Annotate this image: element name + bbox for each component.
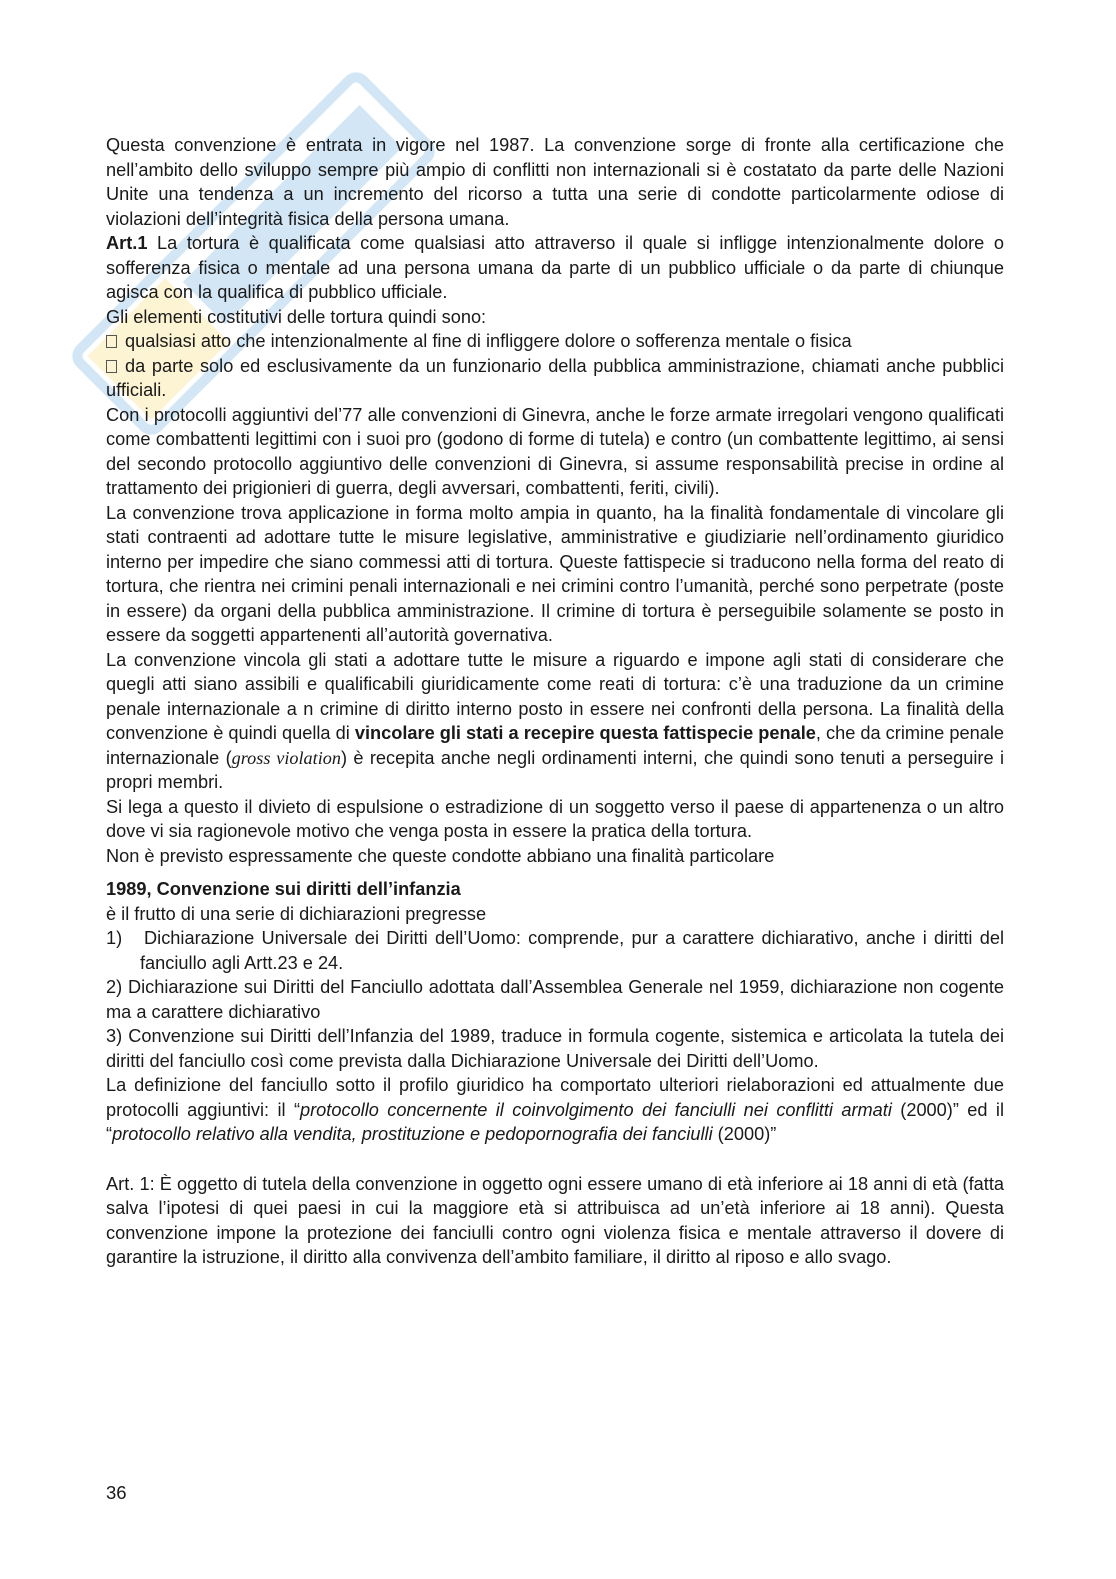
paragraph-espulsione: Si lega a questo il divieto di espulsione o estradizione di un soggetto verso il paese di appartenenza o un altro dove vi sia ragionevole motivo che venga posta in essere la pratica della tortura. xyxy=(106,796,1004,841)
paragraph-frutto: è il frutto di una serie di dichiarazioni pregresse xyxy=(106,903,487,924)
bullet-box-icon xyxy=(106,335,117,348)
list-item: qualsiasi atto che intenzionalmente al fine di infliggere dolore o sofferenza mentale o fisica xyxy=(106,329,1004,354)
paragraph-protocolli: Con i protocolli aggiuntivi del’77 alle convenzioni di Ginevra, anche le forze armate irregolari vengono qualificati come combattenti legittimi con i suoi pro (godono di forme di tutela) e contro (un combattente legittimo, ai sensi del secondo protocollo aggiuntivo delle convenzioni di Ginevra, si assume responsabilità precise in ordine al trattamento dei prigionieri di guerra, degli avversari, combattenti, feriti, civili). xyxy=(106,404,1004,498)
paragraph-applicazione: La convenzione trova applicazione in forma molto ampia in quanto, ha la finalità fondamentale di vincolare gli stati contraenti ad adottare tutte le misure legislative, amministrative e giudiziarie nell’ordinamento giuridico interno per impedire che siano commessi atti di tortura. Queste fattispecie si traducono nella forma del reato di tortura, che rientra nei crimini penali internazionali e nei crimini contro l’umanità, perché sono perpetrate (poste in essere) da organi della pubblica amministrazione. Il crimine di tortura è perseguibile solamente se posto in essere da soggetti appartenenti all’autorità governativa. xyxy=(106,502,1004,645)
list-item: da parte solo ed esclusivamente da un funzionario della pubblica amministrazione, chiamati anche pubblici ufficiali. xyxy=(106,355,1004,400)
gross-violation-term: gross violation xyxy=(231,747,341,768)
bullet-box-icon xyxy=(106,360,117,373)
page-number: 36 xyxy=(106,1482,127,1503)
paragraph-elements-intro: Gli elementi costitutivi delle tortura quindi sono: xyxy=(106,306,487,327)
paragraph-vincola: La convenzione vincola gli stati a adottare tutte le misure a riguardo e impone agli stati di considerare che quegli atti siano assibili e qualificabili giuridicamente come reati di tortura: c’è una traduzione da un crimine penale internazionale a n crimine di diritto interno posto in essere nei confronti della persona. La finalità della convenzione è quindi quella di vincolare gli stati a recepire questa fattispecie penale, che da crimine penale internazionale (gross violation) è recepita anche negli ordinamenti interni, che quindi sono tenuti a perseguire i propri membri. xyxy=(106,649,1005,792)
section-heading-1989: 1989, Convenzione sui diritti dell’infanzia xyxy=(106,879,461,899)
list-item: 3) Convenzione sui Diritti dell’Infanzia del 1989, traduce in formula cogente, sistemica e articolata la tutela dei diritti del fanciullo così come prevista dalla Dichiarazione Universale dei Diritti dell’Uomo. xyxy=(106,1026,1004,1071)
paragraph-art1 xyxy=(106,231,1004,305)
bold-emphasis: vincolare gli stati a recepire questa fattispecie penale xyxy=(354,723,816,743)
art1-label: Art.1 xyxy=(106,233,148,253)
paragraph-finalita: Non è previsto espressamente che queste condotte abbiano una finalità particolare xyxy=(106,845,775,866)
list-item: 1) Dichiarazione Universale dei Diritti dell’Uomo: comprende, pur a carattere dichiarativo, anche i diritti del fanciullo agli Artt.23 e 24. xyxy=(106,928,1004,973)
paragraph-intro: Questa convenzione è entrata in vigore nel 1987. La convenzione sorge di fronte alla certificazione che nell’ambito dello sviluppo sempre più ampio di conflitti non internazionali si è costatato da parte delle Nazioni Unite una tendenza a un incremento del ricorso a tutta una serie di condotte particolarmente odiose di violazioni dell’integrità fisica della persona umana. xyxy=(106,135,1004,229)
paragraph-definizione: La definizione del fanciullo sotto il profilo giuridico ha comportato ulteriori rielaborazioni ed attualmente due protocolli aggiuntivi: il “protocollo concernente il coinvolgimento dei fanciulli nei conflitti armati (2000)” ed il “protocollo relativo alla vendita, prostituzione e pedopornografia dei fanciulli (2000)” xyxy=(106,1075,1005,1144)
document-page xyxy=(106,133,1004,1270)
list-item: 2) Dichiarazione sui Diritti del Fanciullo adottata dall’Assemblea Generale nel 1959, dichiarazione non cogente ma a carattere dichiarativo xyxy=(106,977,1004,1022)
art1-text: La tortura è qualificata come qualsiasi atto attraverso il quale si infligge intenzionalmente dolore o sofferenza fisica o mentale ad una persona umana da parte di un pubblico ufficiale o da parte di chiunque agisca con la qualifica di pubblico ufficiale. xyxy=(106,233,1004,302)
paragraph-art1-infanzia: Art. 1: È oggetto di tutela della convenzione in oggetto ogni essere umano di età inferiore ai 18 anni di età (fatta salva l’ipotesi di quei paesi in cui la maggiore età si attribuisca ad un’età inferiore ai 18 anni). Questa convenzione impone la protezione dei fanciulli contro ogni violenza fisica e mentale attraverso il dovere di garantire la istruzione, il diritto alla convivenza dell’ambito familiare, il diritto al riposo e allo svago. xyxy=(106,1173,1004,1267)
